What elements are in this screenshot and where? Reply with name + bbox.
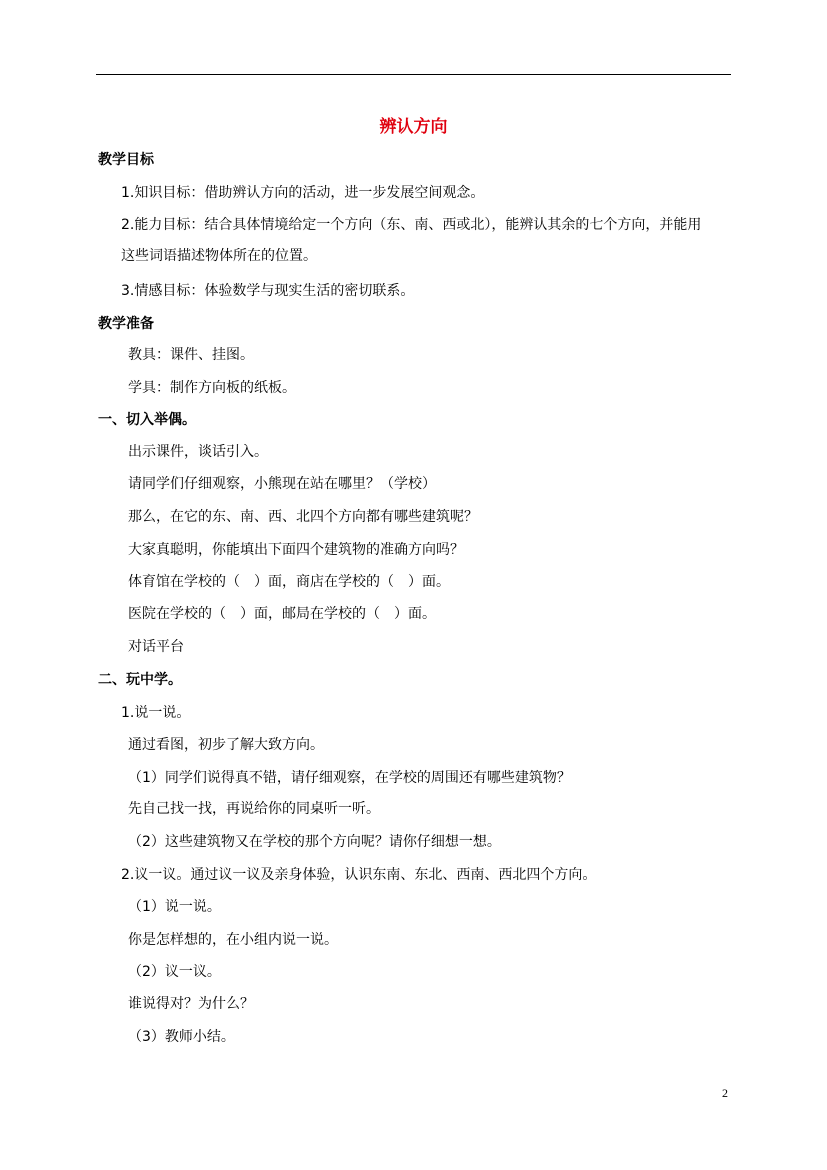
page-number: 2	[722, 1086, 728, 1100]
paragraph: 出示课件，谈话引入。	[128, 444, 268, 460]
paragraph: 对话平台	[128, 639, 184, 655]
paragraph: （3）教师小结。	[128, 1029, 235, 1045]
paragraph: 先自己找一找，再说给你的同桌听一听。	[128, 801, 380, 817]
prep-teacher-tools: 教具：课件、挂图。	[128, 347, 254, 363]
paragraph: 通过看图，初步了解大致方向。	[128, 737, 324, 753]
section-heading-part1: 一、切入举偶。	[98, 412, 196, 428]
goal-emotion: 3.情感目标：体验数学与现实生活的密切联系。	[121, 283, 415, 299]
paragraph: 医院在学校的（ ）面，邮局在学校的（ ）面。	[128, 606, 436, 622]
paragraph: 体育馆在学校的（ ）面，商店在学校的（ ）面。	[128, 574, 450, 590]
paragraph: 大家真聪明，你能填出下面四个建筑物的准确方向吗？	[128, 542, 464, 558]
paragraph: 你是怎样想的，在小组内说一说。	[128, 932, 338, 948]
goal-ability-line1: 2.能力目标：结合具体情境给定一个方向（东、南、西或北），能辨认其余的七个方向，并能用	[121, 217, 702, 233]
section-heading-goals: 教学目标	[98, 152, 154, 168]
document-title: 辨认方向	[379, 117, 448, 137]
goal-knowledge: 1.知识目标：借助辨认方向的活动，进一步发展空间观念。	[121, 185, 485, 201]
paragraph: 谁说得对？为什么？	[128, 996, 254, 1012]
paragraph: （1）说一说。	[128, 899, 221, 915]
paragraph: 1.说一说。	[121, 705, 191, 721]
paragraph: 2.议一议。通过议一议及亲身体验，认识东南、东北、西南、西北四个方向。	[121, 867, 597, 883]
paragraph: 那么，在它的东、南、西、北四个方向都有哪些建筑呢？	[128, 509, 478, 525]
paragraph: （2）议一议。	[128, 964, 221, 980]
prep-student-tools: 学具：制作方向板的纸板。	[128, 380, 296, 396]
paragraph: （2）这些建筑物又在学校的那个方向呢？请你仔细想一想。	[128, 834, 501, 850]
header-rule	[96, 74, 731, 75]
goal-ability-line2: 这些词语描述物体所在的位置。	[121, 248, 317, 264]
paragraph: （1）同学们说得真不错，请仔细观察，在学校的周围还有哪些建筑物？	[128, 770, 571, 786]
section-heading-prep: 教学准备	[98, 316, 154, 332]
section-heading-part2: 二、玩中学。	[98, 672, 182, 688]
paragraph: 请同学们仔细观察，小熊现在站在哪里？（学校）	[128, 476, 436, 492]
